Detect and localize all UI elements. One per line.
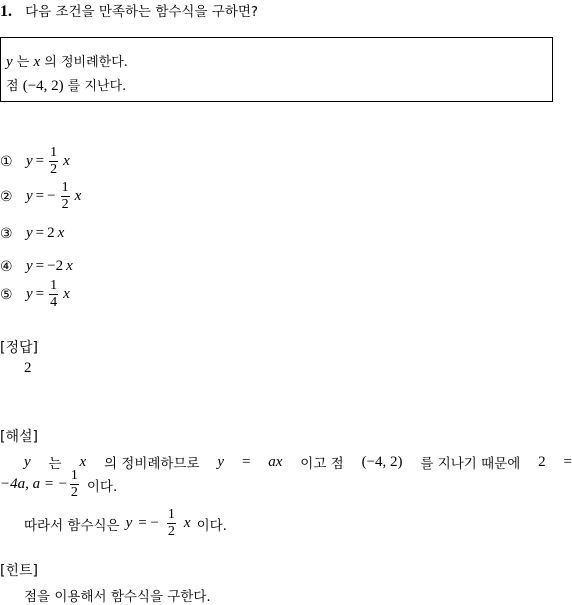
fraction: $\frac{1}{2}$ — [61, 180, 69, 212]
explanation-header: [해설] — [0, 429, 38, 445]
explanation-line-1: y 는 x 의 정비례하므로 y = ax 이고 점 (−4, 2) 를 지나기 때문에 2 = — [24, 453, 572, 472]
answer-value: 2 — [24, 360, 32, 376]
option-expression: y = $\frac{1}{4}$ x — [26, 278, 70, 310]
option-expression: y = 2 x — [26, 225, 65, 241]
explanation-line-2: −4a, a = − $\frac{1}{2}$ 이다. — [0, 468, 118, 500]
explanation-line-3: 따라서 함수식은 y = − $\frac{1}{2}$ x 이다. — [24, 507, 227, 539]
option-expression: y = − $\frac{1}{2}$ x — [26, 180, 82, 212]
option-mark: ② — [0, 188, 13, 205]
option-5[interactable] — [0, 279, 70, 310]
option-expression: y = −2 x — [26, 258, 73, 274]
option-mark: ④ — [0, 258, 13, 275]
question-title — [0, 0, 258, 21]
hint-text: 점을 이용해서 함수식을 구한다. — [24, 589, 211, 605]
question-text: 다음 조건을 만족하는 함수식을 구하면? — [25, 4, 259, 20]
option-2[interactable] — [0, 181, 81, 212]
option-mark: ① — [0, 153, 13, 170]
question-number: 1. — [0, 3, 12, 20]
option-4[interactable] — [0, 258, 73, 275]
option-3[interactable] — [0, 225, 64, 242]
condition-line-2: 점 (−4, 2) 를 지난다. — [6, 78, 127, 94]
condition-line-1: y 는 x 의 정비례한다. — [6, 54, 128, 70]
option-1[interactable] — [0, 146, 70, 177]
option-mark: ③ — [0, 225, 13, 242]
fraction: $\frac{1}{2}$ — [50, 145, 58, 177]
option-mark: ⑤ — [0, 286, 13, 303]
hint-header: [힌트] — [0, 563, 38, 579]
answer-header: [정답] — [0, 340, 38, 356]
fraction: $\frac{1}{2}$ — [70, 468, 78, 500]
option-expression: y = $\frac{1}{2}$ x — [26, 145, 70, 177]
condition-box — [0, 37, 553, 102]
fraction: $\frac{1}{4}$ — [50, 278, 58, 310]
fraction: $\frac{1}{2}$ — [167, 507, 175, 539]
